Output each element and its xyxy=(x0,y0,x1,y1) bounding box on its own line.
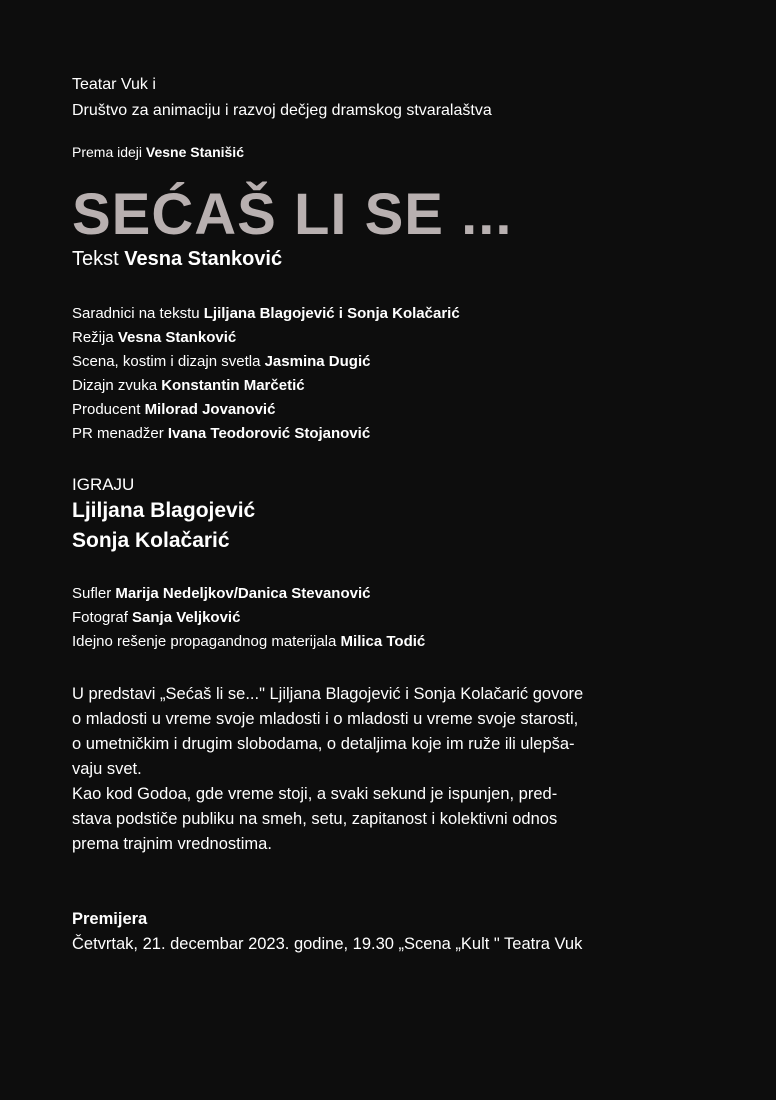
credit-name: Ljiljana Blagojević i Sonja Kolačarić xyxy=(203,305,460,322)
idea-label: Prema ideji xyxy=(72,144,143,160)
producers xyxy=(72,72,712,124)
credit-item xyxy=(72,326,712,350)
credit-name: Vesna Stanković xyxy=(117,329,237,346)
premiere-details: Četvrtak, 21. decembar 2023. godine, 19.30 „Scena „Kult " Teatra Vuk xyxy=(72,935,583,953)
credit-label: Saradnici na tekstu xyxy=(72,305,200,322)
credit-name: Ivana Teodorović Stojanović xyxy=(167,425,371,442)
producer-line-2: Društvo za animaciju i razvoj dečjeg dramskog stvaralaštva xyxy=(72,102,492,119)
credit-label: Scena, kostim i dizajn svetla xyxy=(72,353,261,370)
cast-heading: IGRAJU xyxy=(72,475,135,494)
cast-list xyxy=(72,496,712,556)
premiere-heading: Premijera xyxy=(72,910,148,928)
play-title: SEĆAŠ LI SE ... xyxy=(72,182,513,247)
credit-item xyxy=(72,350,712,374)
credit-label: Režija xyxy=(72,329,114,346)
credit-label: Producent xyxy=(72,401,141,418)
credits-list xyxy=(72,302,712,446)
description-line: Kao kod Godoa, gde vreme stoji, a svaki sekund je ispunjen, pred- xyxy=(72,785,558,803)
credit-item xyxy=(72,374,712,398)
idea-name: Vesne Stanišić xyxy=(145,144,244,160)
description-line: o mladosti u vreme svoje mladosti i o mladosti u vreme svoje starosti, xyxy=(72,710,579,728)
crew-item xyxy=(72,582,712,606)
text-credit xyxy=(72,246,712,272)
description-line: prema trajnim vrednostima. xyxy=(72,835,272,853)
crew-name: Milica Todić xyxy=(340,633,426,650)
text-credit-label: Tekst xyxy=(72,248,119,270)
description-line: vaju svet. xyxy=(72,760,142,778)
producer-line-1: Teatar Vuk i xyxy=(72,76,156,93)
crew-item xyxy=(72,606,712,630)
crew-label: Fotograf xyxy=(72,609,128,626)
actor-name: Sonja Kolačarić xyxy=(72,529,230,552)
credit-item xyxy=(72,398,712,422)
description-line: o umetničkim i drugim slobodama, o detaljima koje im ruže ili ulepša- xyxy=(72,735,575,753)
credit-name: Milorad Jovanović xyxy=(144,401,276,418)
idea-credit xyxy=(72,142,712,162)
crew-list xyxy=(72,582,712,654)
text-credit-name: Vesna Stanković xyxy=(124,248,283,270)
crew-name: Marija Nedeljkov/Danica Stevanović xyxy=(115,585,371,602)
credit-label: PR menadžer xyxy=(72,425,164,442)
crew-name: Sanja Veljković xyxy=(132,609,241,626)
crew-label: Sufler xyxy=(72,585,112,602)
credit-label: Dizajn zvuka xyxy=(72,377,158,394)
credit-name: Jasmina Dugić xyxy=(264,353,371,370)
description-line: stava podstiče publiku na smeh, setu, zapitanost i kolektivni odnos xyxy=(72,810,558,828)
premiere-info xyxy=(72,907,712,957)
poster-page xyxy=(72,72,712,957)
description-line: U predstavi „Sećaš li se..." Ljiljana Blagojević i Sonja Kolačarić govore xyxy=(72,685,584,703)
credit-item xyxy=(72,302,712,326)
credit-item xyxy=(72,422,712,446)
description xyxy=(72,682,712,857)
actor-name: Ljiljana Blagojević xyxy=(72,499,256,522)
credit-name: Konstantin Marčetić xyxy=(161,377,305,394)
crew-item xyxy=(72,630,712,654)
crew-label: Idejno rešenje propagandnog materijala xyxy=(72,633,337,650)
